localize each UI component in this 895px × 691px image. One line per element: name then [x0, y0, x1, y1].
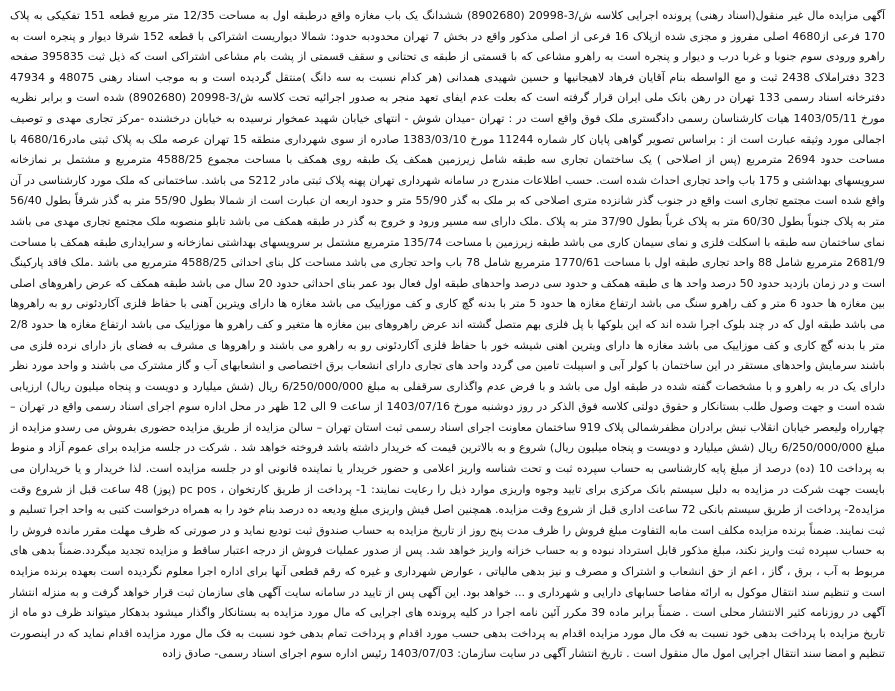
notice-body: آگهی مزایده مال غیر منقول(اسناد رهنی) پرونده اجرایی کلاسه ش/3-20998 (8902680) ششدانگ یک باب مغازه واقع درطبقه اول به مساحت 12/35 متر مربع قطعه 151 تفکیکی به پلاک 170 فرعی از4680 اصلی مفروز و مجزی شده ازپلاک 16 فرعی از اصلی مذکور واقع در بخش 7 تهران محدودبه حدود: شمالا دیواریست اشتراکی با قطعه 152 شرقا دیوار و پنجره است به راهرو ورودی سوم جنوبا و غربا درب و دیوار و پنجره است به راهرو مشاعی که با قسمتی از طبقه ی تحتانی و سقف قسمتی از پشت بام مشاعی اشتراکی است که ذیل ثبت 395835 صفحه 323 دفتراملاک 2438 ثبت و مع الواسطه بنام آقایان فرهاد لاهیجانیها و حسین شهیدی همدانی (هر کدام نسبت به سه دانگ )منتقل گردیده است و به موجب اسناد رهنی 48075 و 47934 دفترخانه اسناد رسمی 133 تهران در رهن بانک ملی ایران قرار گرفته است که بعلت عدم ایفای تعهد منجر به صدور اجرائیه تحت کلاسه ش/3-20998 (8902680) شده است و برابر نظریه مورخ 1403/05/11 هیات کارشناسان رسمی دادگستری ملک فوق واقع است در : تهران -میدان شوش - انتهای خیابان شهید عمخوار نرسیده به خیابان درخشنده -مرکز تجاری مهدی و توصیف اجمالی مورد وثیقه عبارت است از : براساس تصویر گواهی پایان کار شماره 11244 مورخ 1383/03/10 صادره از سوی شهرداری منطقه 15 تهران عرصه ملک به پلاک ثبتی مادر4680/16 با مساحت حدود 2694 مترمربع (پس از اصلاحی ) یک ساختمان تجاری سه طبقه شامل زیرزمین همکف یک طبقه روی همکف با مساحت مجموع 4588/25 مترمربع و مشتمل بر نمازخانه سرویسهای بهداشتی و 175 باب واحد تجاری احداث شده است. حسب اطلاعات مندرج در سامانه شهرداری تهران پهنه پلاک ثبتی مادر S212 می باشد. ساختمانی که ملک مورد کارشناسی در آن واقع شده است مجتمع تجاری است واقع در جنوب گذر شانزده متری اصلاحی که بر ملک به گذر 55/90 متر و حدود اربعه ان عبارت است از شمالا بطول 55/90 متر به گذر شرقاً بطول 56/40 متر به پلاک جنوباً بطول 60/30 متر به پلاک غرباً بطول 37/90 متر به پلاک .ملک دارای سه مسیر ورود و خروج به گذر در طبقه همکف می باشد تابلو منصوبه ملک مجتمع تجاری مهدی می باشد نمای ساختمان سه طبقه با اسکلت فلزی و نمای سیمان کاری می باشد طبقه زیرزمین با مساحت 135/74 مترمربع مشتمل بر سرویسهای بهداشتی نمازخانه و سرایداری طبقه همکف با مساحت 2681/9 مترمربع شامل 88 واحد تجاری طبقه اول با مساحت 1770/61 مترمربع شامل 78 باب واحد تجاری می باشد مساحت کل بنای احداثی 4588/25 مترمربع می باشد .ملک فاقد پارکینگ است و در زمان بازدید حدود 50 درصد واحد ها ی طبقه همکف و حدود سی درصد واحدهای طبقه اول فعال بود عمر بنای احداثی حدود 20 سال می باشد طبقه همکف که عرض راهروهای اصلی بین مغازه ها حدود 6 متر و کف راهرو سنگ می باشد ارتفاع مغازه ها حدود 5 متر با بدنه گچ کاری و کف موزاییک می باشد مغازه ها دارای ویترین آهنی با حفاظ فلزی آکاردئونی رو به راهروها می باشد طبقه اول که در چند بلوک اجرا شده اند که این بلوکها با پل فلزی بهم متصل گشته اند عرض راهروهای بین مغازه ها متغیر و کف راهرو ها موزاییک می باشد ارتفاع مغازه ها حدود 2/8 متر با بدنه گچ کاری و کف موزاییک می باشد مغازه ها دارای ویترین اهنی شیشه خور با حفاظ فلزی آکاردئونی رو به راهرو می باشند و راهروها ی مشرف به فضای باز دارای نرده فلزی می باشند سرمایش واحدهای مستقر در این ساختمان با کولر آبی و اسپیلت تامین می گردد واحد های تجاری دارای انشعاب برق اختصاصی و انشعابهای آب و گاز مشترک می باشند و واحد مورد نظر دارای یک در به راهرو و با مشخصات گفته شده در طبقه اول می باشد و با فرض عدم واگذاری سرقفلی به مبلغ 6/250/000/000 ریال (شش میلیارد و دویست و پنجاه میلیون ریال) ارزیابی شده است و جهت وصول طلب بستانکار و حقوق دولتی کلاسه فوق الذکر در روز دوشنبه مورخ 1403/07/16 از ساعت 9 الی 12 ظهر در محل اداره سوم اجرای اسناد رسمی واقع در تهران – چهارراه ولیعصر خیابان انقلاب نبش برادران مظفرشمالی پلاک 919 ساختمان معاونت اجرای اسناد رسمی ثبت استان تهران – سالن مزایده از طریق مزایده حضوری بفروش می رسدو مزایده از مبلغ 6/250/000/000 ریال (شش میلیارد و دویست و پنجاه میلیون ریال) شروع و به بالاترین قیمت که خریدار داشته باشد فروخته خواهد شد . شرکت در جلسه مزایده برای عموم آزاد و منوط به پرداخت 10 (ده) درصد از مبلغ پایه کارشناسی به حساب سپرده ثبت و تحت شناسه واریز اعلامی و حضور خریدار یا نماینده قانونی او در جلسه مزایده است. لذا خریدار و یا خریداران می بایست جهت شرکت در مزایده به دلیل سیستم بانک مرکزی برای تایید وجوه واریزی موارد ذیل را رعایت نمایند: 1- پرداخت از طریق کارتخوان ، pc pos (پوز) 48 ساعت قبل از شروع وقت مزایده2- پرداخت از طریق سیستم بانکی 72 ساعت اداری قبل از شروع وقت مزایده. همچنین اصل فیش واریزی مبلغ ودیعه ده درصد بنام خود را به همراه درخواست کتبی به واحد اجرا تسلیم و ثبت نمایند. ضمناً برنده مزایده مکلف است مابه التفاوت مبلغ فروش را ظرف مدت پنج روز از تاریخ مزایده به حساب صندوق ثبت تودیع نماید و در صورتی که ظرف مهلت مقرر مانده فروش را به حساب سپرده ثبت واریز نکند، مبلغ مذکور قابل استرداد نبوده و به حساب خزانه واریز خواهد شد. پس از صدور عملیات فروش از درجه اعتبار ساقط و مزایده تجدید میگردد.ضمناً بدهی های مربوط به آب ، برق ، گاز ، اعم از حق انشعاب و اشتراک و مصرف و نیز بدهی مالیاتی ، عوارض شهرداری و غیره که رقم قطعی آنها برای اداره اجرا معلوم نگردیده است بعهده برنده مزایده است و تنظیم سند انتقال موکول به ارائه مفاصا حسابهای دارایی و شهرداری و ... خواهد بود. این آگهی پس از تایید در سامانه سایت آگهی های سازمان ثبت قرار خواهد گرفت و به منزله انتشار آگهی در روزنامه کثیر الانتشار محلی است . ضمناً برابر ماده 39 مکرر آئین نامه اجرا در کلیه پرونده های اجرایی که مال مورد مزایده به بستانکار واگذار میشود بدهکار میتواند ظرف دو ماه از تاریخ مزایده با پرداخت بدهی خود نسبت به فک مال مورد مزایده اقدام به پرداخت بدهی حسب مورد اقدام و پرداخت تمام بدهی خود نسبت به فک مال مورد مزایده اقدام نماید که در اینصورت تنظیم و امضا سند انتقال اجرایی امول مال منقول است . تاریخ انتشار آگهی در سایت سازمان: 1403/07/03 رئیس اداره سوم اجرای اسناد رسمی- صادق زاده: [10, 9, 886, 661]
